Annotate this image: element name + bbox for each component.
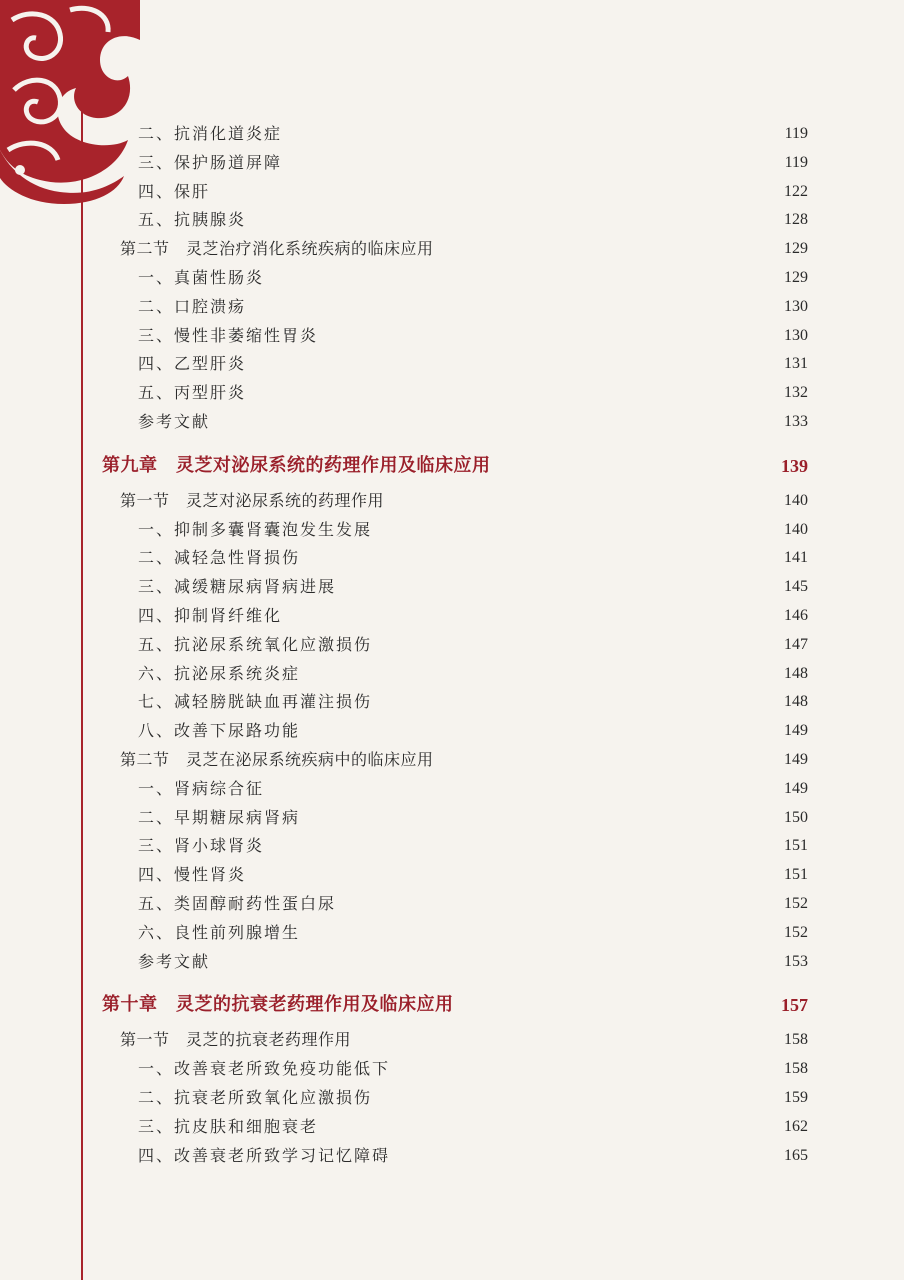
entry-title: 五、抗泌尿系统氧化应激损伤 <box>138 634 373 654</box>
entry-title: 一、真菌性肠炎 <box>138 268 265 287</box>
toc-entry <box>0 890 904 918</box>
entry-title: 一、肾病综合征 <box>138 778 265 798</box>
chapter-heading <box>0 991 904 1019</box>
entry-page-number: 152 <box>784 895 808 912</box>
entry-title: 八、改善下尿路功能 <box>138 721 301 741</box>
entry-title: 二、抗衰老所致氧化应激损伤 <box>138 1088 373 1107</box>
toc-entry <box>0 408 904 436</box>
toc-entry <box>0 919 904 947</box>
toc-entry <box>0 293 904 321</box>
toc-entry <box>0 832 904 860</box>
toc-entry <box>0 688 904 716</box>
toc-entry <box>0 544 904 572</box>
entry-page-number: 152 <box>784 923 808 941</box>
entry-page-number: 146 <box>784 607 808 624</box>
entry-title: 二、抗消化道炎症 <box>138 124 283 143</box>
entry-title: 第一节 灵芝对泌尿系统的药理作用 <box>120 490 385 510</box>
toc-entry <box>0 1142 904 1170</box>
entry-page-number: 151 <box>784 866 808 884</box>
chapter-heading <box>0 452 904 480</box>
entry-title: 四、改善衰老所致学习记忆障碍 <box>138 1145 391 1165</box>
entry-page-number: 130 <box>784 326 808 344</box>
entry-title: 三、慢性非萎缩性胃炎 <box>138 325 319 345</box>
entry-page-number: 165 <box>784 1146 808 1164</box>
entry-page-number: 145 <box>784 578 808 596</box>
entry-page-number: 119 <box>784 125 808 142</box>
entry-page-number: 148 <box>784 664 808 682</box>
entry-page-number: 148 <box>784 693 808 711</box>
entry-page-number: 149 <box>784 751 808 768</box>
entry-page-number: 157 <box>781 995 808 1016</box>
section-entry <box>0 487 904 515</box>
entry-title: 二、早期糖尿病肾病 <box>138 807 301 827</box>
entry-title: 三、抗皮肤和细胞衰老 <box>138 1116 319 1136</box>
toc-entry <box>0 149 904 177</box>
entry-title: 六、抗泌尿系统炎症 <box>138 663 301 683</box>
entry-page-number: 150 <box>784 808 808 826</box>
toc-entry <box>0 120 904 148</box>
entry-page-number: 141 <box>784 549 808 567</box>
toc-entry <box>0 948 904 976</box>
toc-entry <box>0 1113 904 1141</box>
toc-entry <box>0 631 904 659</box>
entry-title: 一、改善衰老所致免疫功能低下 <box>138 1059 391 1079</box>
entry-title: 四、乙型肝炎 <box>138 354 247 374</box>
toc-entry <box>0 602 904 630</box>
entry-page-number: 132 <box>784 384 808 402</box>
entry-title: 参考文献 <box>138 951 211 971</box>
entry-page-number: 162 <box>784 1117 808 1135</box>
entry-title: 参考文献 <box>138 412 211 431</box>
entry-title: 第一节 灵芝的抗衰老药理作用 <box>120 1030 352 1050</box>
entry-page-number: 129 <box>784 240 808 258</box>
toc-entry <box>0 573 904 601</box>
section-entry <box>0 746 904 774</box>
toc-entry <box>0 350 904 378</box>
toc-entry <box>0 660 904 688</box>
entry-page-number: 151 <box>784 837 808 855</box>
entry-title: 三、减缓糖尿病肾病进展 <box>138 577 337 597</box>
entry-title: 第二节 灵芝治疗消化系统疾病的临床应用 <box>120 239 434 259</box>
toc-entry <box>0 775 904 803</box>
entry-title: 第九章 灵芝对泌尿系统的药理作用及临床应用 <box>102 454 491 476</box>
entry-page-number: 131 <box>784 355 808 373</box>
entry-title: 第十章 灵芝的抗衰老药理作用及临床应用 <box>102 994 454 1016</box>
entry-page-number: 129 <box>784 269 808 286</box>
entry-title: 四、抑制肾纤维化 <box>138 606 283 625</box>
entry-page-number: 139 <box>781 455 808 476</box>
entry-title: 二、口腔溃疡 <box>138 296 247 316</box>
entry-page-number: 149 <box>784 722 808 740</box>
toc-entry <box>0 516 904 544</box>
entry-page-number: 119 <box>784 153 808 171</box>
toc-entry <box>0 264 904 292</box>
entry-page-number: 140 <box>784 520 808 538</box>
entry-title: 七、减轻膀胱缺血再灌注损伤 <box>138 692 373 712</box>
entry-page-number: 158 <box>784 1031 808 1049</box>
toc-entry <box>0 1055 904 1083</box>
entry-page-number: 133 <box>784 413 808 430</box>
entry-title: 一、抑制多囊肾囊泡发生发展 <box>138 519 373 539</box>
toc-entry <box>0 178 904 206</box>
entry-title: 三、肾小球肾炎 <box>138 836 265 856</box>
toc-entry <box>0 804 904 832</box>
entry-title: 四、慢性肾炎 <box>138 865 247 885</box>
toc-entry <box>0 861 904 889</box>
entry-title: 五、类固醇耐药性蛋白尿 <box>138 894 337 913</box>
entry-title: 四、保肝 <box>138 181 211 201</box>
entry-page-number: 130 <box>784 297 808 315</box>
entry-page-number: 158 <box>784 1060 808 1078</box>
entry-title: 六、良性前列腺增生 <box>138 922 301 942</box>
entry-title: 五、丙型肝炎 <box>138 383 247 403</box>
entry-title: 五、抗胰腺炎 <box>138 210 247 230</box>
entry-page-number: 122 <box>784 182 808 200</box>
section-entry <box>0 235 904 263</box>
entry-page-number: 153 <box>784 952 808 970</box>
entry-page-number: 149 <box>784 779 808 797</box>
toc-entry <box>0 379 904 407</box>
entry-page-number: 140 <box>784 491 808 509</box>
toc-entry <box>0 322 904 350</box>
entry-title: 二、减轻急性肾损伤 <box>138 548 301 568</box>
entry-title: 三、保护肠道屏障 <box>138 152 283 172</box>
toc-entry <box>0 1084 904 1112</box>
toc-entry <box>0 206 904 234</box>
entry-title: 第二节 灵芝在泌尿系统疾病中的临床应用 <box>120 750 434 769</box>
entry-page-number: 128 <box>784 211 808 229</box>
entry-page-number: 147 <box>784 635 808 653</box>
section-entry <box>0 1026 904 1054</box>
entry-page-number: 159 <box>784 1089 808 1106</box>
toc-entry <box>0 717 904 745</box>
